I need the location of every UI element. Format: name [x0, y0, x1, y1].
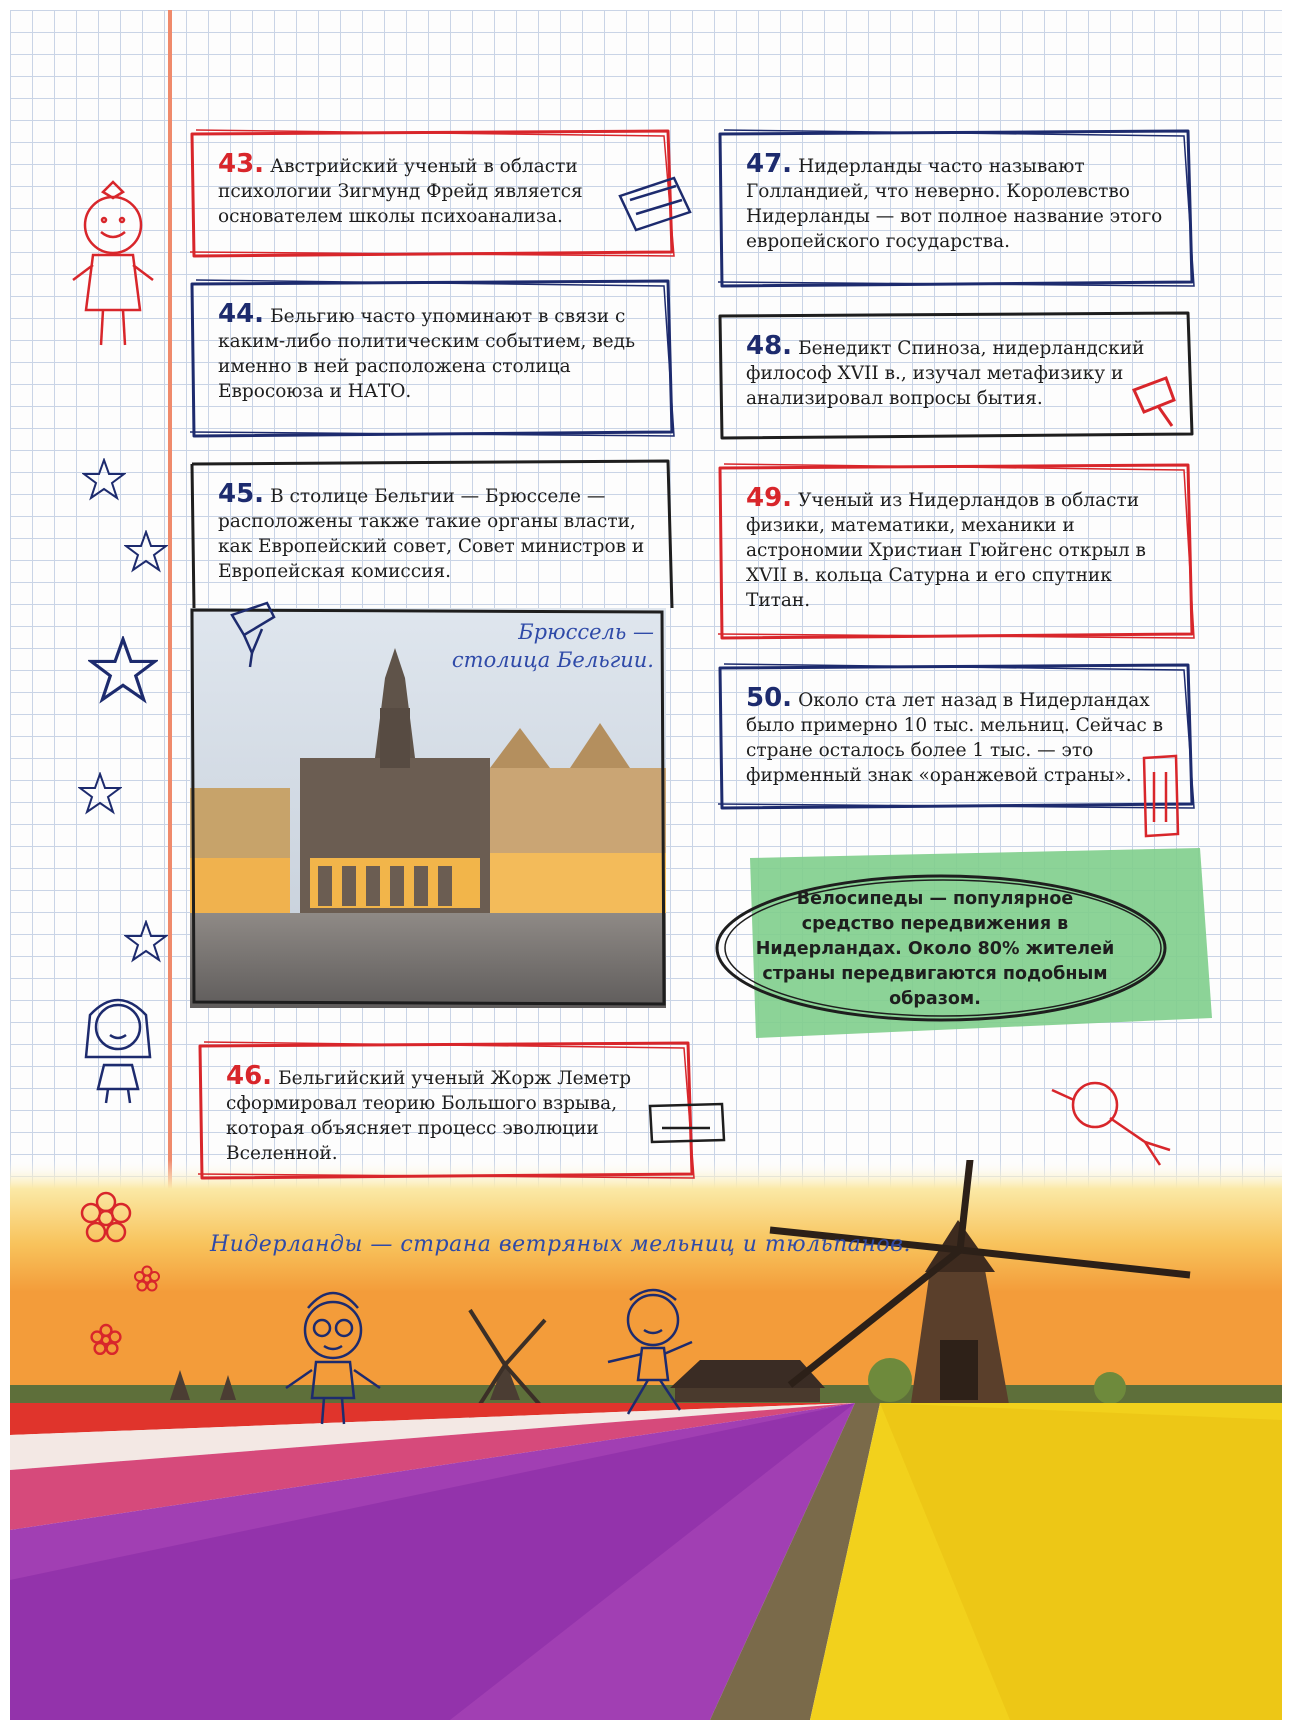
margin-line	[168, 10, 172, 1270]
boy-doodle-icon	[598, 1280, 708, 1420]
flower-doodle-icon	[132, 1264, 162, 1294]
fact-text: Бельгию часто упоминают в связи с каким-либо политическим событием, ведь именно в ней расположена столица Евросоюза и НАТО.	[218, 306, 636, 402]
star-doodle-icon	[78, 772, 122, 816]
fact-text: Австрийский ученый в области психологии Зигмунд Фрейд является основателем школы психоанализа.	[218, 156, 583, 227]
fact-number: 45.	[218, 479, 265, 509]
fact-43	[188, 128, 676, 260]
flower-doodle-icon	[88, 1322, 124, 1358]
girl-doodle-icon	[72, 985, 164, 1105]
fact-number: 46.	[226, 1061, 273, 1091]
fact-number: 47.	[746, 149, 793, 179]
fact-number: 49.	[746, 483, 793, 513]
fact-number: 48.	[746, 331, 793, 361]
ticket-doodle-icon	[1138, 752, 1182, 840]
fact-50	[716, 662, 1196, 812]
photo-caption	[440, 618, 654, 674]
fact-text: Около ста лет назад в Нидерландах было примерно 10 тыс. мельниц. Сейчас в стране осталось более 1 тыс. — это фирменный знак «оранжевой страны».	[746, 690, 1163, 786]
star-doodle-icon	[88, 636, 158, 706]
photo-caption-line1: Брюссель —	[518, 620, 654, 644]
pushpin-icon	[222, 595, 292, 670]
grandpa-doodle-icon	[278, 1278, 388, 1428]
fact-46	[196, 1040, 696, 1182]
fact-49	[716, 462, 1196, 642]
scene-caption: Нидерланды — страна ветряных мельниц и тюльпанов.	[210, 1232, 911, 1257]
star-doodle-icon	[124, 920, 168, 964]
star-doodle-icon	[82, 458, 126, 502]
photo-caption-line2: столица Бельгии.	[451, 648, 654, 672]
kid-doodle-icon	[1050, 1070, 1180, 1180]
flower-doodle-icon	[76, 1188, 136, 1248]
fact-text: Ученый из Нидерландов в области физики, математики, механики и астрономии Христиан Гюйгенс открыл в XVII в. кольца Сатурна и его спутник Титан.	[746, 490, 1146, 611]
star-doodle-icon	[124, 530, 168, 574]
fact-44	[188, 278, 676, 440]
page	[10, 10, 1282, 1720]
fact-number: 44.	[218, 299, 265, 329]
fact-number: 50.	[746, 683, 793, 713]
fact-text: Бенедикт Спиноза, нидерландский философ XVII в., изучал метафизику и анализировал вопросы бытия.	[746, 338, 1145, 409]
fact-47	[716, 128, 1196, 290]
fact-45	[188, 458, 676, 608]
girl-doodle-icon	[68, 170, 158, 355]
fact-48	[716, 310, 1196, 442]
magnifier-doodle-icon	[1128, 370, 1188, 430]
bicycle-note: Велосипеды — популярное средство передвижения в Нидерландах. Около 80% жителей страны передвигаются подобным образом.	[755, 889, 1115, 1009]
fact-text: Нидерланды часто называют Голландией, что неверно. Королевство Нидерланды — вот полное название этого европейского государства.	[746, 156, 1163, 252]
ticket-doodle-icon	[644, 1098, 730, 1148]
fact-number: 43.	[218, 149, 265, 179]
fact-text: В столице Бельгии — Брюсселе — расположены также такие органы власти, как Европейский совет, Совет министров и Европейская комиссия.	[218, 486, 645, 582]
fact-text: Бельгийский ученый Жорж Леметр сформировал теорию Большого взрыва, которая объясняет процесс эволюции Вселенной.	[226, 1068, 632, 1164]
ticket-doodle-icon	[614, 174, 696, 234]
